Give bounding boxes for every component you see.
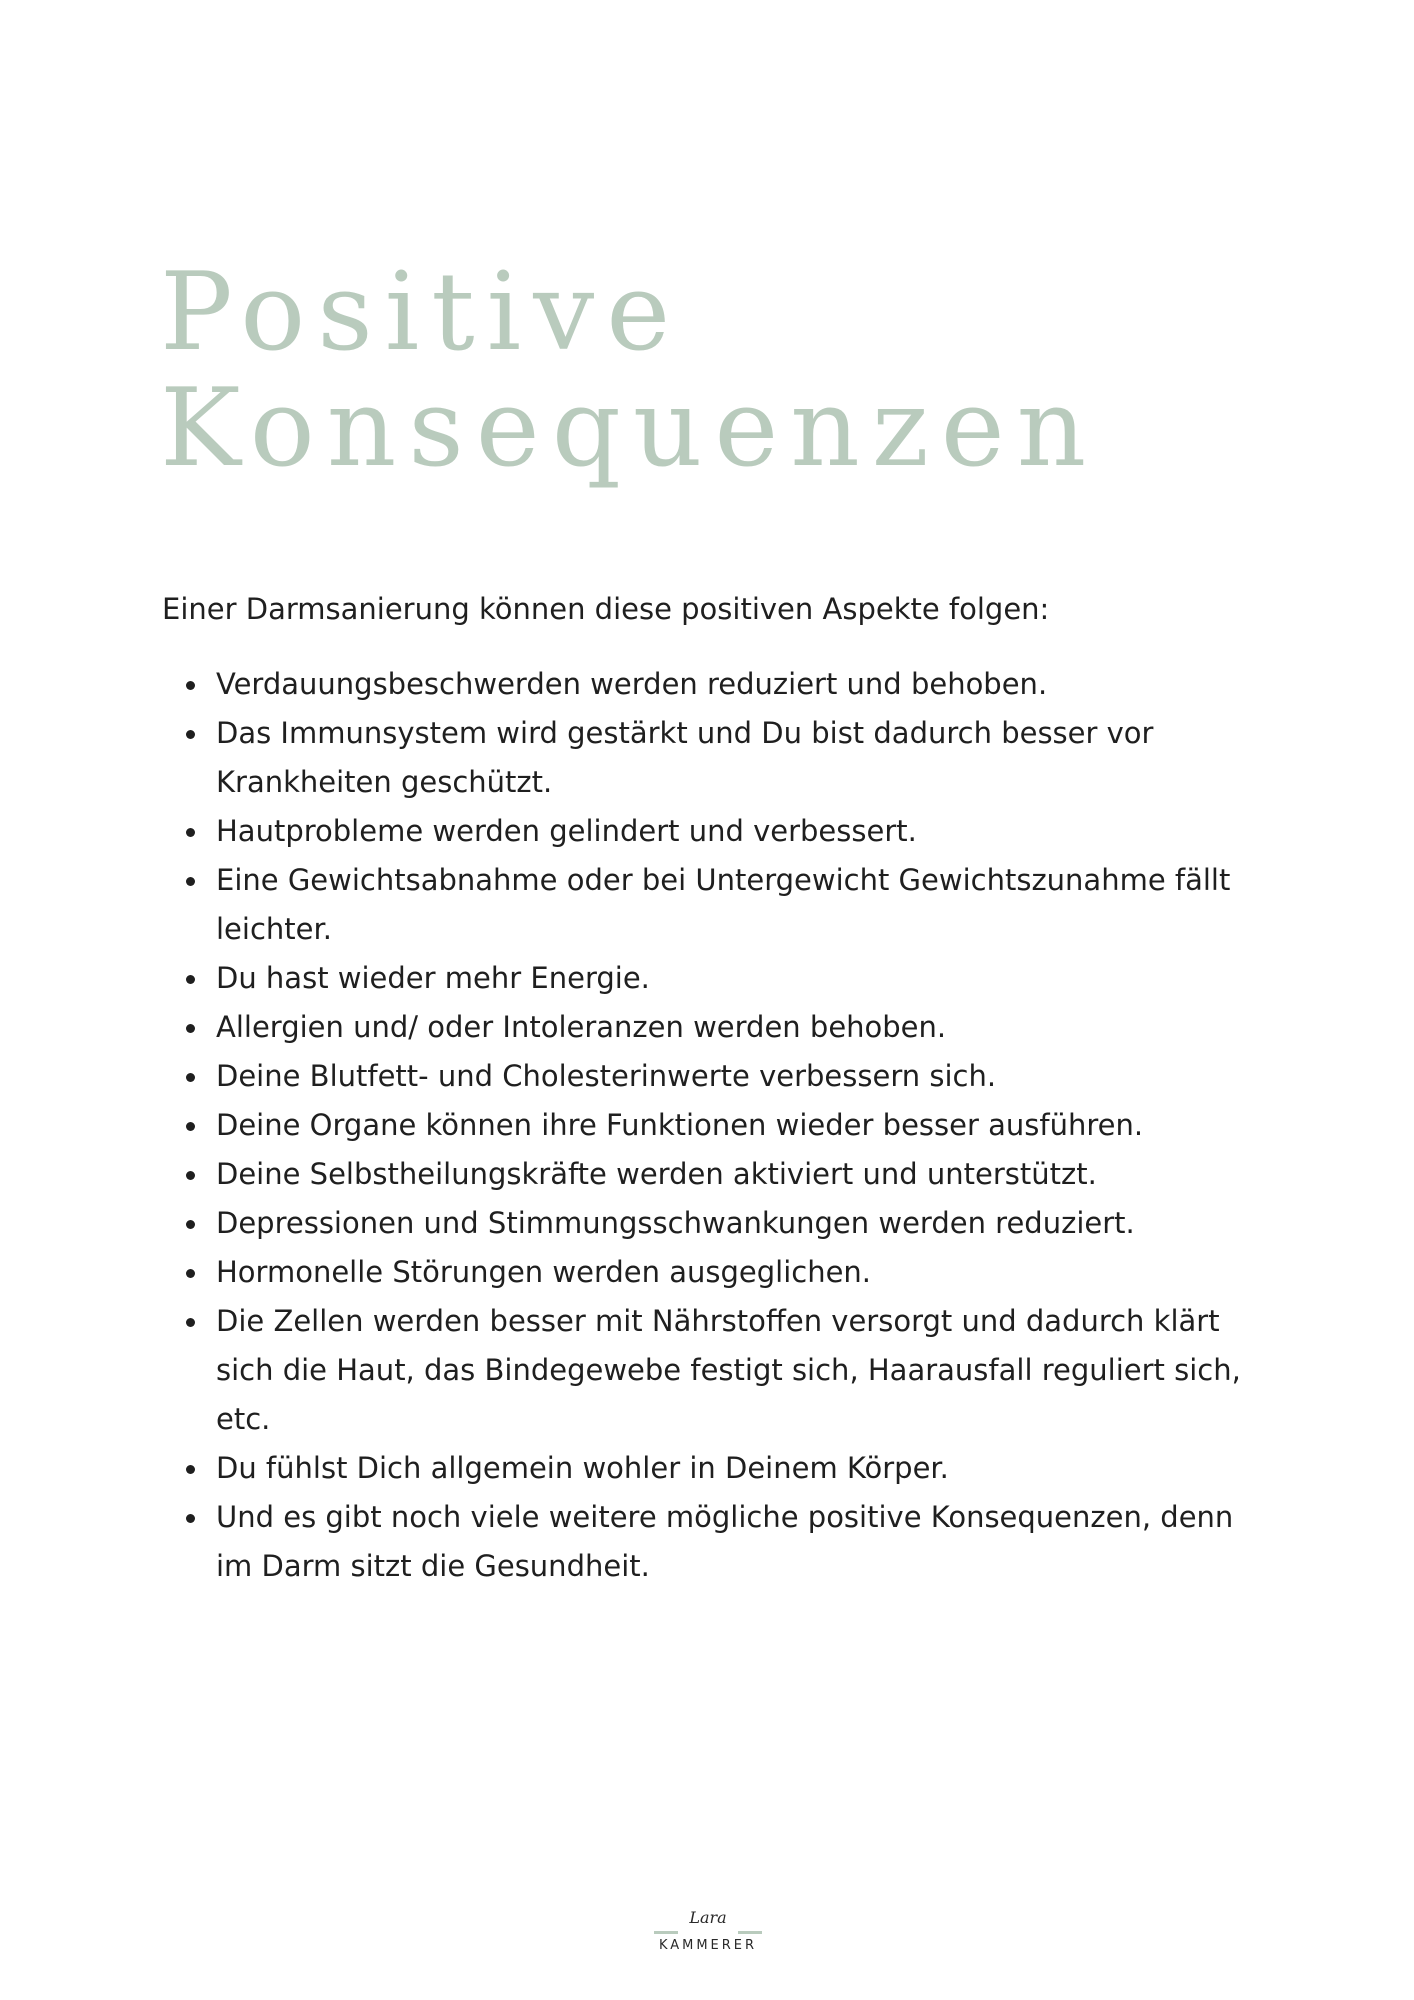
logo-bar-left <box>654 1931 678 1934</box>
list-item: Allergien und/ oder Intoleranzen werden behoben. <box>162 1003 1272 1052</box>
title-line-2: Konsequenzen <box>160 366 1099 491</box>
page-title <box>160 250 1099 491</box>
list-item: Eine Gewichtsabnahme oder bei Untergewicht Gewichtszunahme fällt leichter. <box>162 856 1272 954</box>
list-item: Hautprobleme werden gelindert und verbessert. <box>162 807 1272 856</box>
list-item: Deine Selbstheilungskräfte werden aktiviert und unterstützt. <box>162 1150 1272 1199</box>
list-item: Hormonelle Störungen werden ausgeglichen. <box>162 1248 1272 1297</box>
list-item: Verdauungsbeschwerden werden reduziert und behoben. <box>162 660 1272 709</box>
list-item: Die Zellen werden besser mit Nährstoffen versorgt und dadurch klärt sich die Haut, das Bindegewebe festigt sich, Haarausfall reguliert sich, etc. <box>162 1297 1272 1444</box>
list-item: Du hast wieder mehr Energie. <box>162 954 1272 1003</box>
list-item: Das Immunsystem wird gestärkt und Du bist dadurch besser vor Krankheiten geschützt. <box>162 709 1272 807</box>
brand-logo <box>650 1908 766 1968</box>
list-item: Du fühlst Dich allgemein wohler in Deinem Körper. <box>162 1444 1272 1493</box>
list-item: Deine Organe können ihre Funktionen wieder besser ausführen. <box>162 1101 1272 1150</box>
benefits-list <box>162 660 1272 1591</box>
list-item: Und es gibt noch viele weitere mögliche positive Konsequenzen, denn im Darm sitzt die Gesundheit. <box>162 1493 1272 1591</box>
intro-text: Einer Darmsanierung können diese positiven Aspekte folgen: <box>162 592 1050 626</box>
title-line-1: Positive <box>160 250 683 375</box>
list-item: Depressionen und Stimmungsschwankungen werden reduziert. <box>162 1199 1272 1248</box>
logo-bar-right <box>738 1931 762 1934</box>
logo-script: Lara <box>689 1908 727 1927</box>
logo-wordmark: KAMMERER <box>658 1938 758 1953</box>
list-item: Deine Blutfett- und Cholesterinwerte verbessern sich. <box>162 1052 1272 1101</box>
